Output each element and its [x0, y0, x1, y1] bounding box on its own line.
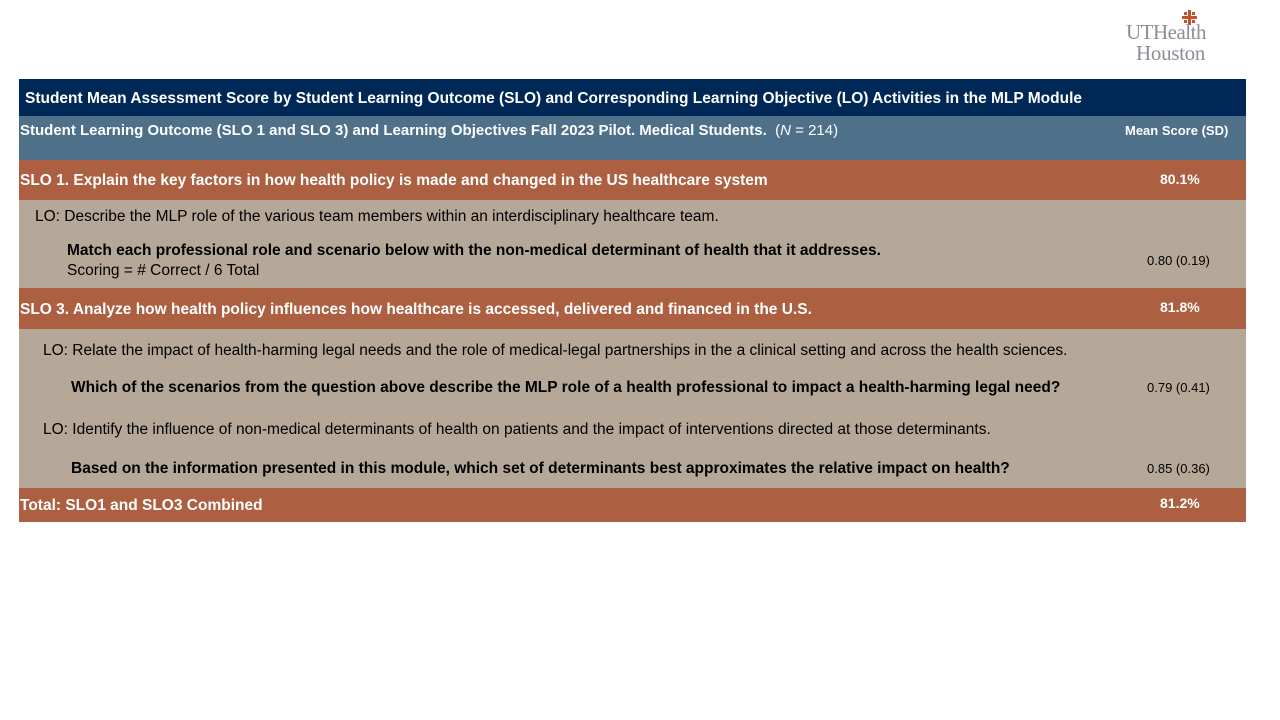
uthealth-logo	[1124, 8, 1228, 64]
table-header-row	[19, 116, 1246, 160]
logo-text-line1: UTHealth	[1126, 20, 1206, 44]
total-score: 81.2%	[1160, 495, 1200, 511]
slo1-row	[19, 160, 1246, 200]
table-title: Student Mean Assessment Score by Student Learning Outcome (SLO) and Corresponding Learning Objective (LO) Activities in the MLP Module	[25, 90, 1083, 107]
header-mean-score: Mean Score (SD)	[1125, 123, 1229, 138]
slo1-score: 80.1%	[1160, 171, 1200, 187]
slo1-scoring: Scoring = # Correct / 6 Total	[67, 262, 260, 279]
header-n-open: (	[775, 122, 781, 139]
header-n-label: N	[780, 122, 791, 139]
slo1-lo: LO: Describe the MLP role of the various team members within an interdisciplinary healthcare team.	[35, 208, 719, 225]
slo3-activity1-score: 0.79 (0.41)	[1147, 380, 1210, 395]
slo3-row	[19, 288, 1246, 329]
total-label: Total: SLO1 and SLO3 Combined	[20, 497, 263, 514]
header-description	[20, 122, 838, 139]
slo1-activity: Match each professional role and scenario below with the non-medical determinant of health that it addresses.	[67, 242, 881, 259]
slo1-activity-score: 0.80 (0.19)	[1147, 253, 1210, 268]
slo3-activity1: Which of the scenarios from the question above describe the MLP role of a health professional to impact a health-harming legal need?	[71, 379, 1061, 396]
slo1-detail	[19, 200, 1246, 288]
slo3-lo1: LO: Relate the impact of health-harming legal needs and the role of medical-legal partnerships in the a clinical setting and across the health sciences.	[43, 342, 1068, 359]
table-title-row	[19, 79, 1246, 116]
header-description-bold: Student Learning Outcome (SLO 1 and SLO 3) and Learning Objectives Fall 2023 Pilot. Medical Students.	[20, 122, 767, 139]
slo3-lo2: LO: Identify the influence of non-medical determinants of health on patients and the impact of interventions directed at those determinants.	[43, 421, 991, 438]
slo3-detail	[19, 329, 1246, 488]
total-row	[19, 488, 1246, 522]
header-n-value: = 214)	[791, 122, 839, 139]
assessment-table	[19, 79, 1246, 522]
slo3-activity2-score: 0.85 (0.36)	[1147, 461, 1210, 476]
slo3-activity2: Based on the information presented in this module, which set of determinants best approximates the relative impact on health?	[71, 460, 1010, 477]
slo1-label: SLO 1. Explain the key factors in how health policy is made and changed in the US healthcare system	[20, 172, 768, 189]
logo-text-line2: Houston	[1136, 41, 1206, 65]
slo3-score: 81.8%	[1160, 299, 1200, 315]
slo3-label: SLO 3. Analyze how health policy influences how healthcare is accessed, delivered and financed in the U.S.	[20, 301, 812, 318]
